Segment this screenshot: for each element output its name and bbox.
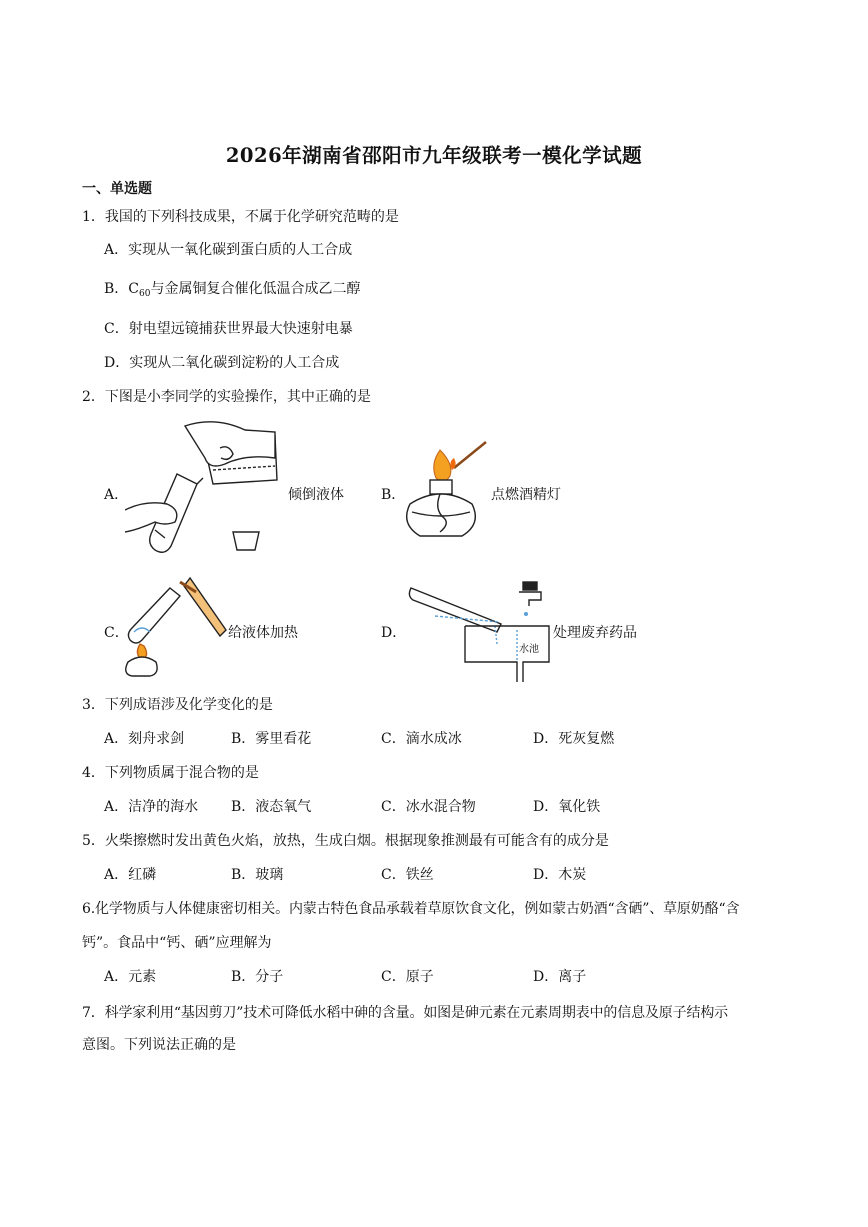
figure-a-letter: A． <box>104 487 129 503</box>
question-5-option-a: A．红磷 <box>104 867 157 883</box>
page-title: 2026年湖南省邵阳市九年级联考一模化学试题 <box>225 144 643 167</box>
pouring-liquid-illustration <box>125 418 285 560</box>
sink-label: 水池 <box>519 644 539 655</box>
figure-d-caption: 处理废弃药品 <box>553 625 637 641</box>
question-5-option-d: D．木炭 <box>533 867 587 883</box>
figure-b-letter: B． <box>381 487 406 503</box>
section-heading: 一、单选题 <box>82 181 152 197</box>
question-4-stem: 4．下列物质属于混合物的是 <box>82 765 259 781</box>
c60-subscript: 60 <box>139 289 151 299</box>
alcohol-lamp-illustration <box>400 440 490 544</box>
question-1-stem: 1．我国的下列科技成果，不属于化学研究范畴的是 <box>82 209 399 225</box>
question-6-option-d: D．离子 <box>533 969 587 985</box>
question-5-option-c: C．铁丝 <box>381 867 434 883</box>
question-1-option-c: C．射电望远镜捕获世界最大快速射电暴 <box>104 321 353 337</box>
question-6-option-b: B．分子 <box>231 969 284 985</box>
question-7-stem-line-1: 7．科学家利用“基因剪刀”技术可降低水稻中砷的含量。如图是砷元素在元素周期表中的信息及原子结构示 <box>82 1005 729 1021</box>
figure-d-letter: D． <box>381 625 407 641</box>
option-b-rest: 与金属铜复合催化低温合成乙二醇 <box>150 281 361 297</box>
question-7-stem-line-2: 意图。下列说法正确的是 <box>82 1037 236 1053</box>
heating-liquid-illustration <box>120 574 230 678</box>
question-5-stem: 5．火柴擦燃时发出黄色火焰，放热，生成白烟。根据现象推测最有可能含有的成分是 <box>82 833 609 849</box>
question-6-stem-line-2: 钙”。食品中“钙、硒”应理解为 <box>82 935 272 951</box>
waste-disposal-illustration <box>405 578 555 684</box>
question-1-option-a: A．实现从一氧化碳到蛋白质的人工合成 <box>104 242 353 258</box>
question-2-stem: 2．下图是小李同学的实验操作，其中正确的是 <box>82 389 371 405</box>
question-4-option-c: C．冰水混合物 <box>381 799 476 815</box>
figure-c-caption: 给液体加热 <box>228 625 298 641</box>
question-6-option-a: A．元素 <box>104 969 157 985</box>
figure-c-letter: C． <box>104 625 129 641</box>
question-3-option-b: B．雾里看花 <box>231 731 312 747</box>
figure-a-caption: 倾倒液体 <box>288 487 344 503</box>
question-3-option-d: D．死灰复燃 <box>533 731 615 747</box>
question-4-option-a: A．洁净的海水 <box>104 799 199 815</box>
question-1-option-b <box>104 278 360 299</box>
question-1-option-d: D．实现从二氧化碳到淀粉的人工合成 <box>104 355 340 371</box>
question-4-option-b: B．液态氧气 <box>231 799 312 815</box>
question-6-option-c: C．原子 <box>381 969 434 985</box>
figure-b-caption: 点燃酒精灯 <box>491 487 561 503</box>
question-3-option-c: C．滴水成冰 <box>381 731 462 747</box>
question-4-option-d: D．氧化铁 <box>533 799 601 815</box>
question-3-stem: 3．下列成语涉及化学变化的是 <box>82 697 273 713</box>
option-b-prefix: B．C <box>104 281 139 297</box>
question-3-option-a: A．刻舟求剑 <box>104 731 185 747</box>
question-6-stem-line-1: 6.化学物质与人体健康密切相关。内蒙古特色食品承载着草原饮食文化，例如蒙古奶酒“含硒”、草原奶酪“含 <box>82 901 740 917</box>
question-5-option-b: B．玻璃 <box>231 867 284 883</box>
